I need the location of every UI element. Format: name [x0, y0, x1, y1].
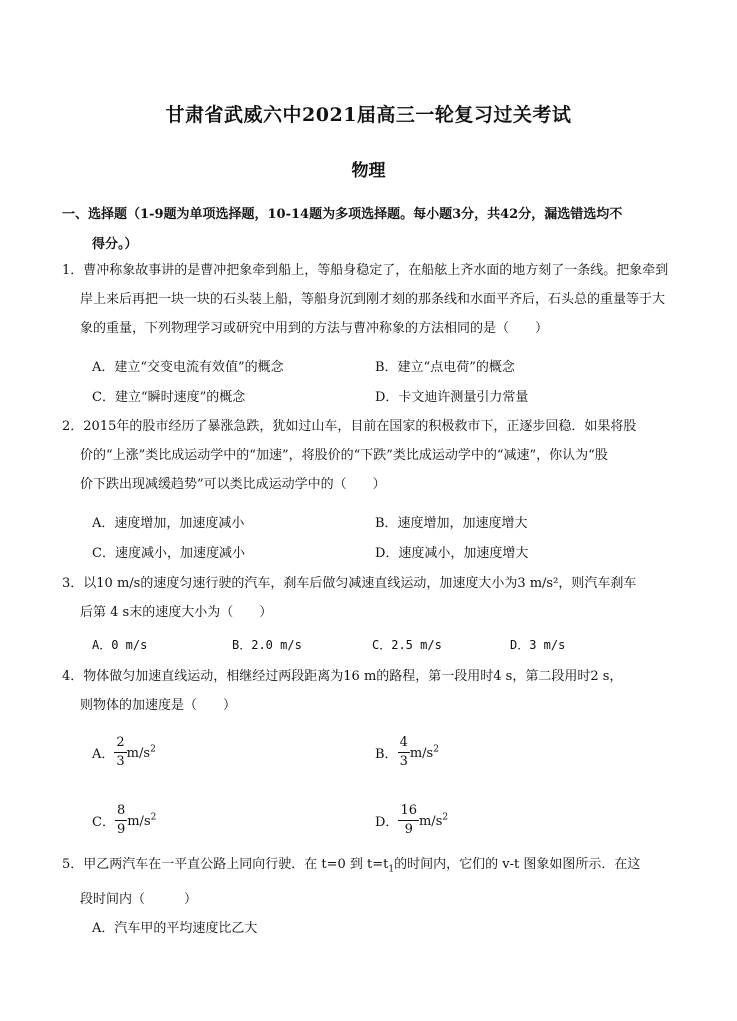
fraction-denominator: 3: [116, 754, 125, 769]
fraction-numerator: 8: [115, 802, 127, 821]
option-a[interactable]: A．汽车甲的平均速度比乙大: [92, 921, 258, 936]
unit-label: [410, 746, 439, 761]
option-a[interactable]: [92, 734, 156, 771]
unit-label: [419, 814, 448, 829]
option-b[interactable]: B．2.0 m/s: [232, 638, 302, 652]
question-1-line: 岸上来后再把一块一块的石头装上船，等船身沉到刚才刻的那条线和水面平齐后，石头总的重量等于大: [80, 292, 666, 307]
exam-subject: 物理: [351, 161, 386, 181]
question-2-line: 价下跌出现减缓趋势”可以类比成运动学中的（ ）: [80, 477, 386, 492]
fraction-denominator: 9: [404, 822, 413, 837]
fraction-denominator: 3: [399, 754, 408, 769]
option-c[interactable]: C．速度减小，加速度减小: [92, 546, 245, 561]
option-c[interactable]: C．2.5 m/s: [372, 638, 442, 652]
question-4-line: 4．物体做匀加速直线运动，相继经过两段距离为16 m的路程，第一段用时4 s，第二段用时2 s，: [62, 669, 623, 684]
option-c[interactable]: C．建立“瞬时速度”的概念: [92, 390, 246, 405]
fraction: [114, 734, 126, 771]
section-heading: [62, 200, 682, 260]
question-2: [62, 412, 680, 499]
fraction-numerator: 16: [398, 802, 419, 821]
unit-exponent: 2: [150, 744, 156, 755]
fraction: [398, 802, 419, 839]
unit-text: m/s: [418, 813, 443, 829]
exam-title: 甘肃省武威六中2021届高三一轮复习过关考试: [165, 104, 572, 126]
question-2-line: 价的“上涨”类比成运动学中的“加速”，将股价的“下跌”类比成运动学中的“减速”，你认为“股: [80, 448, 608, 463]
unit-exponent: 2: [442, 812, 449, 823]
fraction-numerator: 4: [398, 734, 410, 753]
unit-text: m/s: [409, 745, 434, 761]
option-letter: C．: [92, 815, 115, 830]
fraction-numerator: 2: [114, 734, 126, 753]
option-letter: D．: [375, 815, 399, 830]
question-4-line: 则物体的加速度是（ ）: [80, 698, 237, 713]
option-b[interactable]: B．建立“点电荷”的概念: [375, 360, 515, 375]
option-letter: B．: [375, 747, 398, 762]
unit-exponent: 2: [150, 812, 157, 823]
t1-subscript: 1: [388, 864, 395, 875]
option-letter: A．: [92, 747, 115, 762]
question-5-text-b: 的时间内，它们的 v-t 图象如图所示．在这: [394, 857, 641, 872]
question-1: [62, 256, 680, 343]
section-line-2: 得分。）: [92, 237, 138, 252]
option-d[interactable]: [375, 802, 448, 839]
question-3-line: 后第 4 s末的速度大小为（ ）: [80, 605, 273, 620]
question-5: [62, 850, 680, 914]
question-5-text-a: 5．甲乙两汽车在一平直公路上同向行驶．在 t=0 到 t=t: [62, 857, 389, 872]
question-2-line: 2．2015年的股市经历了暴涨急跌，犹如过山车，目前在国家的积极救市下，正逐步回稳．如果将股: [62, 419, 637, 434]
unit-text: m/s: [127, 813, 151, 829]
question-5-line: 段时间内（ ）: [80, 891, 198, 907]
question-3: [62, 569, 680, 627]
question-4: [62, 662, 680, 720]
question-1-line: 象的重量，下列物理学习或研究中用到的方法与曹冲称象的方法相同的是（ ）: [80, 321, 549, 336]
option-d[interactable]: D．3 m/s: [510, 638, 566, 652]
option-a[interactable]: A．建立“交变电流有效值”的概念: [92, 360, 284, 375]
fraction-denominator: 9: [116, 822, 126, 837]
option-a[interactable]: A．速度增加，加速度减小: [92, 516, 245, 531]
question-3-line: 3．以10 m/s的速度匀速行驶的汽车，刹车后做匀减速直线运动，加速度大小为3 m/s²，则汽车刹车: [62, 576, 637, 591]
fraction: [398, 734, 410, 771]
fraction: [115, 802, 127, 839]
question-1-line: 1．曹冲称象故事讲的是曹冲把象牵到船上，等船身稳定了，在船舷上齐水面的地方刻了一条线。把象牵到: [62, 263, 669, 278]
option-c[interactable]: [92, 802, 156, 839]
unit-label: [127, 746, 156, 761]
option-b[interactable]: B．速度增加，加速度增大: [375, 516, 528, 531]
unit-label: [127, 814, 156, 829]
option-d[interactable]: D．速度减小，加速度增大: [375, 546, 529, 561]
unit-exponent: 2: [433, 744, 439, 755]
option-d[interactable]: D．卡文迪许测量引力常量: [375, 390, 529, 405]
option-a[interactable]: A．0 m/s: [92, 638, 148, 652]
question-5-line: [62, 850, 680, 885]
unit-text: m/s: [126, 745, 151, 761]
section-line-1: 一、选择题（1-9题为单项选择题，10-14题为多项选择题。每小题3分，共42分，漏选错选均不: [62, 207, 623, 222]
option-b[interactable]: [375, 734, 439, 771]
